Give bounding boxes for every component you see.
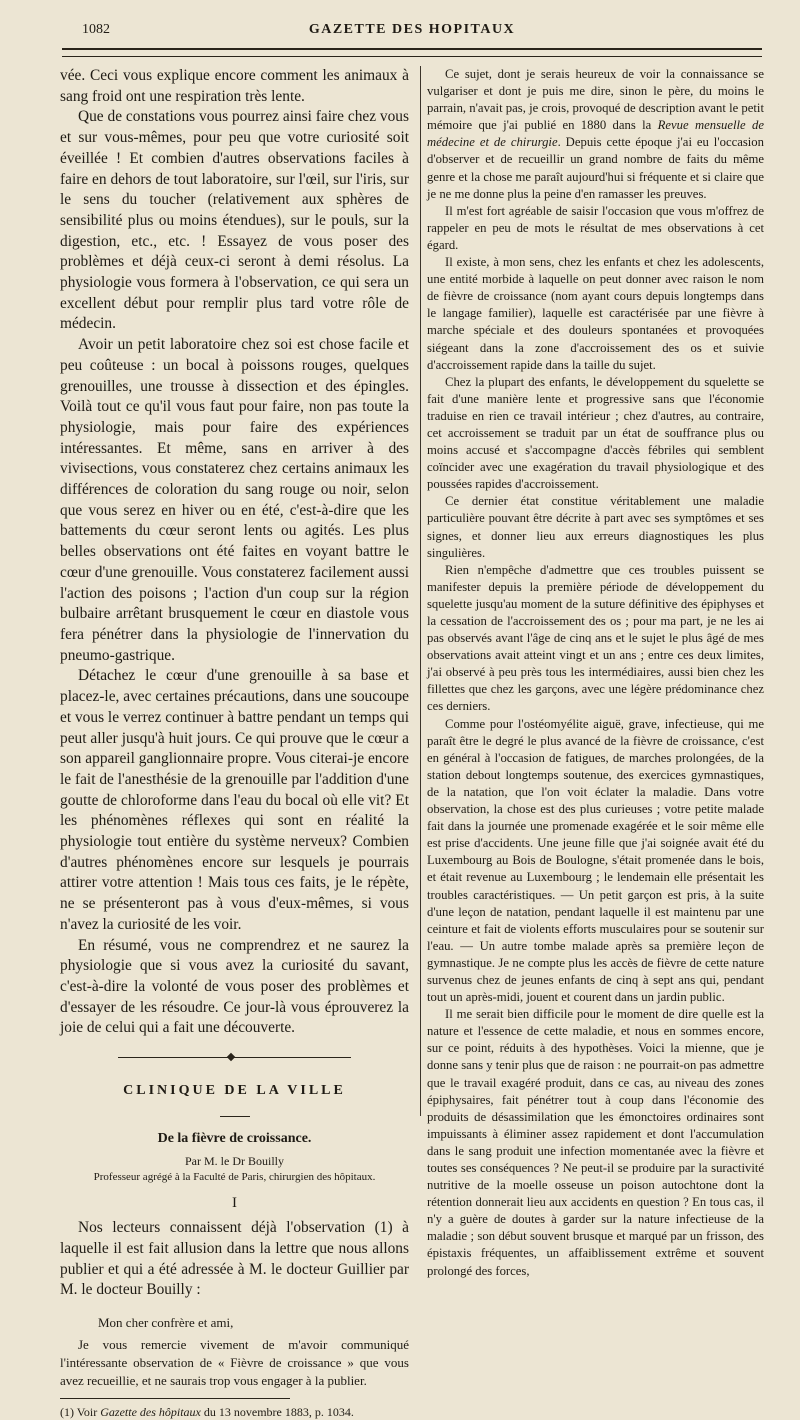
paragraph: Chez la plupart des enfants, le développement du squelette se fait d'une manière lente et progressive sans que l'économie traduise en rien ce travail intérieur ; chez d'autres, au contraire, cet accroissement se traduit par un état de souffrance plus ou moins accusé et s'accompagne d'accès fébriles qui semblent coïncider avec une exagération du travail physiologique et des poussées rapides d'accroissement.: [427, 374, 764, 492]
paragraph: Comme pour l'ostéomyélite aiguë, grave, infectieuse, qui me paraît être le degré le plus avancé de la fièvre de croissance, c'est en général à l'occasion de fatigues, de marches prolongées, de la station debout longtemps soutenue, des exercices gymnastiques, de la natation, que l'on voit éclater la maladie. Dans votre observation, la chose est des plus curieuses ; votre petite malade fait dans la journée une promenade exagérée et le soir même elle est prise d'accidents. Une jeune fille que j'ai soignée avait été du Luxembourg au Bois de Boulogne, s'était promenée dans le bois, et était revenue au Luxembourg ; le lendemain elle présentait les troubles caractéristiques. — Un petit garçon est pris, à la suite d'une leçon de natation, pendant laquelle il est maintenu par une ceinture et fait de violents efforts musculaires pour se soutenir sur l'eau. — Un autre tombe malade après sa première leçon de gymnastique. Je ne compte plus les accès de fièvre de cette nature survenus chez de jeunes enfants de cinq à sept ans qui, pendant tout un après-midi, jouent et courent dans un jardin public.: [427, 716, 764, 1005]
paragraph: Je vous remercie vivement de m'avoir communiqué l'intéressante observation de « Fièvre de croissance » que vous avez recueillie, et ne saurais trop vous engager à la publier.: [60, 1336, 409, 1388]
paragraph: Il m'est fort agréable de saisir l'occasion que vous m'offrez de rappeler en peu de mots le résultat de mes observations à cet égard.: [427, 203, 764, 252]
author-affiliation: Professeur agrégé à la Faculté de Paris, chirurgien des hôpitaux.: [93, 1171, 376, 1184]
paragraph: vée. Ceci vous explique encore comment les animaux à sang froid ont une respiration très lente.: [60, 67, 409, 105]
letter-salutation: Mon cher confrère et ami,: [98, 1314, 234, 1330]
article-title: De la fièvre de croissance.: [157, 1130, 312, 1146]
paragraph: Il existe, à mon sens, chez les enfants et chez les adolescents, une entité morbide à laquelle on peut donner avec raison le nom de fièvre de croissance (nom ayant cours depuis longtemps dans le langage familier), laquelle est caractérisée par une fièvre à marche spéciale et des douleurs spontanées et provoquées siégeant dans la zone d'accroissement des os et suivie d'accroissement rapide dans la taille du sujet.: [427, 255, 764, 372]
footnote: (1) Voir Gazette des hôpitaux du 13 novembre 1883, p. 1034.: [60, 1404, 354, 1419]
paragraph: Que de constations vous pourrez ainsi faire chez vous et sur vous-mêmes, pour peu que votre curiosité soit éveillée ! Et combien d'autres observations faciles à faire en dehors de tout laboratoire, sur l'œil, sur l'iris, sur le sens du toucher (relativement aux sphères de sensibilité plus ou moins étendues), sur le pouls, sur la digestion, etc., etc. ! Essayez de vous poser des problèmes et déjà ceux-ci seront à demi résolus. La physiologie vous formera à l'observation, ce qui sera un excellent début pour remplir plus tard votre rôle de médecin.: [60, 108, 409, 333]
paragraph: Ce dernier état constitue véritablement une maladie particulière pouvant être décrite à part avec ses symptômes et ses signes, et donner lieu aux erreurs diagnostiques les plus singulières.: [427, 494, 764, 560]
paragraph: Détachez le cœur d'une grenouille à sa base et placez-le, avec certaines précautions, dans une soucoupe et vous le verrez continuer à battre pendant un temps qui peut aller jusqu'à huit jours. Ce qui prouve que le cœur a son appareil ganglionnaire propre. Vous citerai-je encore le fait de l'anesthésie de la grenouille par l'addition d'une goutte de chloroforme dans l'eau du bocal où elle vit? Et les phénomènes réflexes qui sont en réalité la physiologie tout entière du système nerveux? Combien d'autres phénomènes encore sur lesquels je pourrais attirer votre attention ! Mais tous ces faits, je le répète, ne se présenteront pas à vous d'eux-mêmes, si vous n'avez la curiosité de les voir.: [60, 667, 409, 933]
paragraph: Ce sujet, dont je serais heureux de voir la connaissance se vulgariser et dont je puis me dire, sinon le père, du moins le parrain, n'avait pas, je crois, provoqué de description avant le petit mémoire que j'ai publié en 1880 dans la Revue mensuelle de médecine et de chirurgie. Depuis cette époque j'ai eu l'occasion d'observer et de recueillir un grand nombre de faits du même genre et la chose me paraît aujourd'hui si fréquente et si claire que je ne me donne plus la peine d'en ramasser les preuves.: [427, 67, 764, 201]
footnote-rule: [60, 1398, 290, 1399]
section-number: I: [232, 1195, 237, 1212]
paragraph: En résumé, vous ne comprendrez et ne saurez la physiologie que si vous avez la curiosité du savant, c'est-à-dire la volonté de vous poser des problèmes et d'essayer de les résoudre. Ce jour-là vous éprouverez la joie de celui qui a fait une découverte.: [60, 936, 409, 1037]
page-header: [62, 20, 762, 42]
paragraph: Nos lecteurs connaissent déjà l'observation (1) à laquelle il est fait allusion dans la lettre que nous allons publier et qui a été adressée à M. le docteur Guillier par M. le docteur Bouilly :: [60, 1219, 409, 1299]
paragraph: Rien n'empêche d'admettre que ces troubles puissent se manifester depuis la première période de développement du squelette jusqu'au moment de la suture définitive des épiphyses et la cessation de l'accroissement des os ; pour ma part, je ne les ai pas observés avant l'âge de cinq ans et le sujet le plus âgé de mes observations avait atteint vingt et un ans ; entre ces deux limites, j'ai observé à peu près tous les intermédiaires, aussi bien chez les fillettes que chez les garçons, avec une légère prédominance chez ces derniers.: [427, 562, 764, 714]
running-title: GAZETTE DES HOPITAUX: [308, 22, 516, 37]
right-column: [427, 66, 764, 1280]
column-divider: [420, 66, 421, 1116]
header-rule: [62, 48, 762, 57]
page-number: 1082: [82, 22, 110, 37]
paragraph: Avoir un petit laboratoire chez soi est chose facile et peu coûteuse : un bocal à poissons rouges, quelques grenouilles, une trousse à dissection et des épingles. Voilà tout ce qu'il vous faut pour faire, non pas toute la physiologie, mais pour faire des expériences intéressantes. Et même, sans en arriver à des vivisections, vous constaterez chez certains animaux les différences de coloration du sang rouge ou noir, selon que vous serez en hiver ou en été, c'est-à-dire que les battements du cœur seront lents ou agités. Les plus belles observations ont été faites en voyant battre le cœur d'une grenouille. Vous constaterez facilement aussi l'action des poisons ; l'action d'un coup sur la région bulbaire arrêtant brusquement le cœur en diastole vous fera pénétrer dans la physiologie de l'innervation du pneumo-gastrique.: [60, 336, 409, 664]
byline: Par M. le Dr Bouilly: [185, 1154, 284, 1169]
left-column: [60, 66, 409, 1420]
section-heading: CLINIQUE DE LA VILLE: [123, 1083, 346, 1099]
ornamental-divider: [60, 1053, 409, 1061]
short-divider: [220, 1116, 250, 1117]
paragraph: Il me serait bien difficile pour le moment de dire quelle est la nature et l'essence de cette maladie, et nous en sommes encore, sur ce point, réduits à des hypothèses. Voici la mienne, que je donne sans y tenir plus que de raison : ne pourrait-on pas admettre que le travail exagéré produit, dans ce cas, au niveau des zones épiphysaires, fait pénétrer tout à coup dans l'économie des produits de désassimilation que les émonctoires ordinaires sont impuissants à éliminer assez rapidement et dont l'accumulation dans le sang produit une infection momentanée avec la fièvre et toutes ses conséquences ? Ne peut-il se produire par la suractivité nutritive de la moelle osseuse un poison autochtone dont la rétention donnerait lieu aux accidents en question ? En tous cas, il n'y a guère de doutes à garder sur la nature infectieuse de la maladie ; son début souvent brusque et marqué par un frisson, des épistaxis fréquentes, un affaiblissement extrême et souvent prolongé des forces,: [427, 1007, 764, 1278]
